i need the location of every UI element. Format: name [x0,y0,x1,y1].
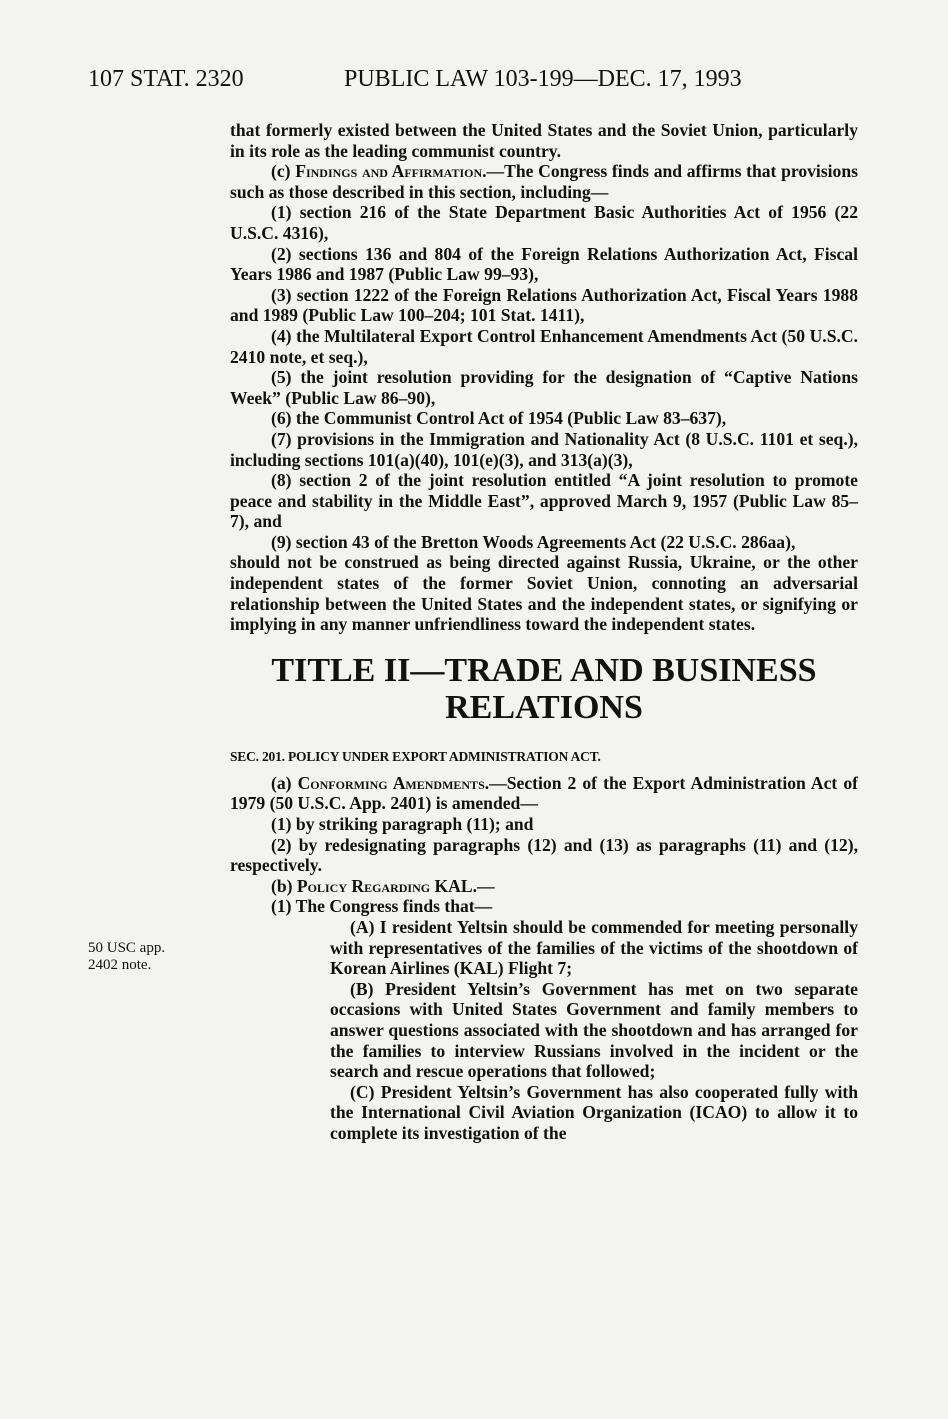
public-law-citation: PUBLIC LAW 103-199—DEC. 17, 1993 [344,66,742,92]
subsection-b-lead: (b) [271,875,297,896]
list-item-4: (4) the Multilateral Export Control Enhancement Amendments Act (50 U.S.C. 2410 note, et seq.), [230,325,858,367]
title-line-1: TITLE II—TRADE AND BUSINESS [271,651,817,689]
subsection-b-item-1: (1) The Congress finds that— [271,896,493,917]
subsection-a-lead: (a) [271,772,298,793]
subsection-c-heading: Findings and Affirmation [295,161,483,182]
stat-page-number: 107 STAT. 2320 [88,66,244,92]
subsection-c-lead: (c) [271,161,296,182]
subsection-a-item-1: (1) by striking paragraph (11); and [271,814,534,835]
margin-note-line-1: 50 USC app. [88,940,166,956]
conclusion-paragraph: should not be construed as being directed against Russia, Ukraine, or the other independent states of the former Soviet Union, connoting an adversarial relationship between the United States and the independent states, or signifying or implying in any manner unfriendliness toward the independent states. [230,552,858,635]
subparagraph-b: (B) President Yeltsin’s Government has met on two separate occasions with United States Government and family members to answer questions associated with the shootdown and has arranged for the families to interview Russians involved in the incident or the search and rescue operations that followed; [330,978,858,1082]
margin-note [88,940,165,974]
margin-note-line-2: 2402 note. [88,957,152,973]
subsection-a [230,773,858,814]
list-item-1: (1) section 216 of the State Department Basic Authorities Act of 1956 (22 U.S.C. 4316), [230,202,858,243]
list-item-6: (6) the Communist Control Act of 1954 (Public Law 83–637), [271,408,727,429]
subsection-a-heading: Conforming Amendments [297,772,485,793]
title-heading [230,652,858,726]
list-item-3: (3) section 1222 of the Foreign Relations Authorization Act, Fiscal Years 1988 and 1989 (Public Law 100–204; 101 Stat. 1411), [230,284,858,326]
list-item-5: (5) the joint resolution providing for the designation of “Captive Nations Week” (Public Law 86–90), [230,367,858,408]
subsection-a-text: .—Section 2 of the Export Administration Act of 1979 (50 U.S.C. App. 2401) is amended— [230,772,858,814]
law-body-text [230,120,858,1144]
subsection-b-heading: Policy Regarding KAL [296,875,473,896]
section-201-heading: SEC. 201. POLICY UNDER EXPORT ADMINISTRATION ACT. [230,748,601,764]
subparagraph-a: (A) I resident Yeltsin should be commended for meeting personally with representatives of the families of the victims of the shootdown of Korean Airlines (KAL) Flight 7; [330,917,858,979]
paragraph-continuation: that formerly existed between the United States and the Soviet Union, particularly in its role as the leading communist country. [230,120,858,161]
subsection-c [230,161,858,202]
list-item-9: (9) section 43 of the Bretton Woods Agreements Act (22 U.S.C. 286aa), [271,531,796,552]
subsection-a-item-2: (2) by redesignating paragraphs (12) and (13) as paragraphs (11) and (12), respectively. [230,834,858,876]
subsection-b [230,876,858,897]
list-item-2: (2) sections 136 and 804 of the Foreign Relations Authorization Act, Fiscal Years 1986 and 1987 (Public Law 99–93), [230,243,858,285]
title-line-2: RELATIONS [445,688,643,726]
subsection-c-text: .—The Congress finds and affirms that provisions such as those described in this section, including— [230,161,858,202]
subsection-b-text: .— [472,875,495,896]
list-item-8: (8) section 2 of the joint resolution entitled “A joint resolution to promote peace and stability in the Middle East”, approved March 9, 1957 (Public Law 85–7), and [230,470,858,532]
subparagraph-c: (C) President Yeltsin’s Government has also cooperated fully with the International Civil Aviation Organization (ICAO) to allow it to complete its investigation of the [330,1081,858,1143]
list-item-7: (7) provisions in the Immigration and Nationality Act (8 U.S.C. 1101 et seq.), including sections 101(a)(40), 101(e)(3), and 313(a)(3), [230,428,858,470]
